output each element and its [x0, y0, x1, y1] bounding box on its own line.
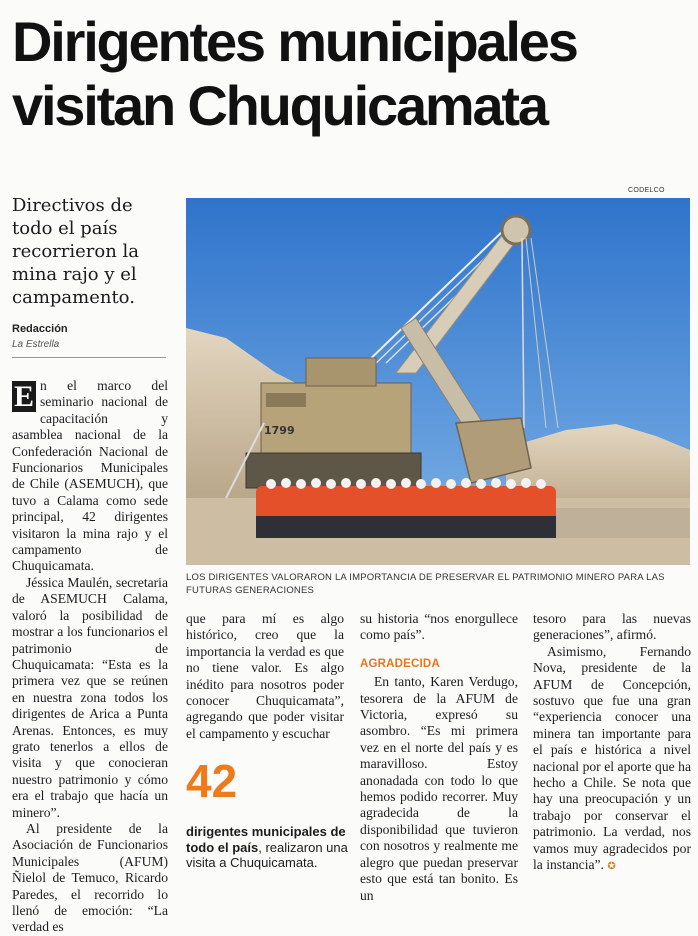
- column-4: [533, 611, 691, 876]
- photo-caption: LOS DIRIGENTES VALORARON LA IMPORTANCIA DE PRESERVAR EL PATRIMONIO MINERO PARA LAS FUTURAS GENERACIONES: [186, 572, 665, 596]
- headline-line-1: Dirigentes municipales: [12, 10, 577, 73]
- paragraph: Jéssica Maulén, secretaria de ASEMUCH Calama, valoró la posibilidad de mostrar a los funcionarios el patrimonio de Chuquicamata: “Esta es la primera vez que se reúnen en nuestra zona todos los dirigentes de Arica a Punta Arenas. Entonces, es muy grato tenerlos a ellos de visita y que conocieran nuestro patrimonio y cómo era el trabajo que hacía un minero”.: [12, 574, 168, 820]
- article-photo: [186, 198, 690, 565]
- berm: [546, 508, 690, 538]
- column-1: [12, 378, 168, 936]
- dropcap: E: [13, 380, 34, 413]
- stat-number: 42: [186, 755, 238, 807]
- headline: [12, 10, 692, 138]
- paragraph: Asimismo, Fernando Nova, presidente de la AFUM de Concepción, sostuvo que fue una gran “experiencia conocer una minera tan importante para el país e histórica a nivel nacional por el aporte que ha hecho a Chile. Se nota que hay una preocupación y un trabajo por conservar el patrimonio. La verdad, nos vamos muy agradecidos por la instancia”. ✪: [533, 643, 691, 873]
- mining-shovel-illustration: [186, 198, 690, 565]
- machine-number: 1799: [264, 424, 295, 437]
- paragraph: Al presidente de la Asociación de Funcionarios Municipales (AFUM) Ñielol de Temuco, Ricardo Paredes, el recorrido lo llenó de emoción: “La verdad es: [12, 820, 168, 935]
- paragraph: que para mí es algo histórico, creo que la importancia la verdad es que no tiene valor. Es algo inédito para nosotros poder conocer Chuquicamata”, agregando que poder visitar el campamento y escuchar: [186, 611, 344, 741]
- stat-text: [186, 824, 354, 871]
- column-2: [186, 611, 344, 742]
- deck: Directivos de todo el país recorrieron la mina rajo y el campamento.: [12, 195, 140, 308]
- byline-divider: [12, 357, 166, 358]
- end-mark-icon: ✪: [607, 861, 616, 873]
- stat-rest-text: , realizaron una visita a Chuquicamata.: [186, 839, 348, 870]
- byline-author: Redacción: [12, 323, 68, 335]
- byline-organization: La Estrella: [12, 339, 60, 350]
- stat-bold-text: dirigentes municipales de todo el país: [186, 824, 346, 855]
- headline-line-2: visitan Chuquicamata: [12, 74, 547, 137]
- paragraph: En tanto, Karen Verdugo, tesorera de la AFUM de Victoria, expresó su asombro. “Es mi primera vez en el norte del país y es maravilloso. Estoy anonadada con todo lo que hemos podido recorrer. Muy agradecida de la disponibilidad que tuvieron con nosotros y realmente me alegro que puedan preservar esto que está tan bonito. Es un: [360, 674, 518, 903]
- subhead: AGRADECIDA: [360, 657, 440, 670]
- paragraph: tesoro para las nuevas generaciones”, afirmó.: [533, 611, 691, 643]
- paragraph: E n el marco del seminario nacional de capacitación y asamblea nacional de la Confederación Nacional de Funcionarios Municipales de Chile (ASEMUCH), que tuvo a Calama como sede principal, 42 dirigentes visitaron la mina rajo y el campamento de Chuquicamata.: [12, 378, 168, 574]
- paragraph: su historia “nos enorgullece como país”.: [360, 611, 518, 643]
- column-3: [360, 611, 518, 904]
- photo-credit: CODELCO: [628, 187, 665, 194]
